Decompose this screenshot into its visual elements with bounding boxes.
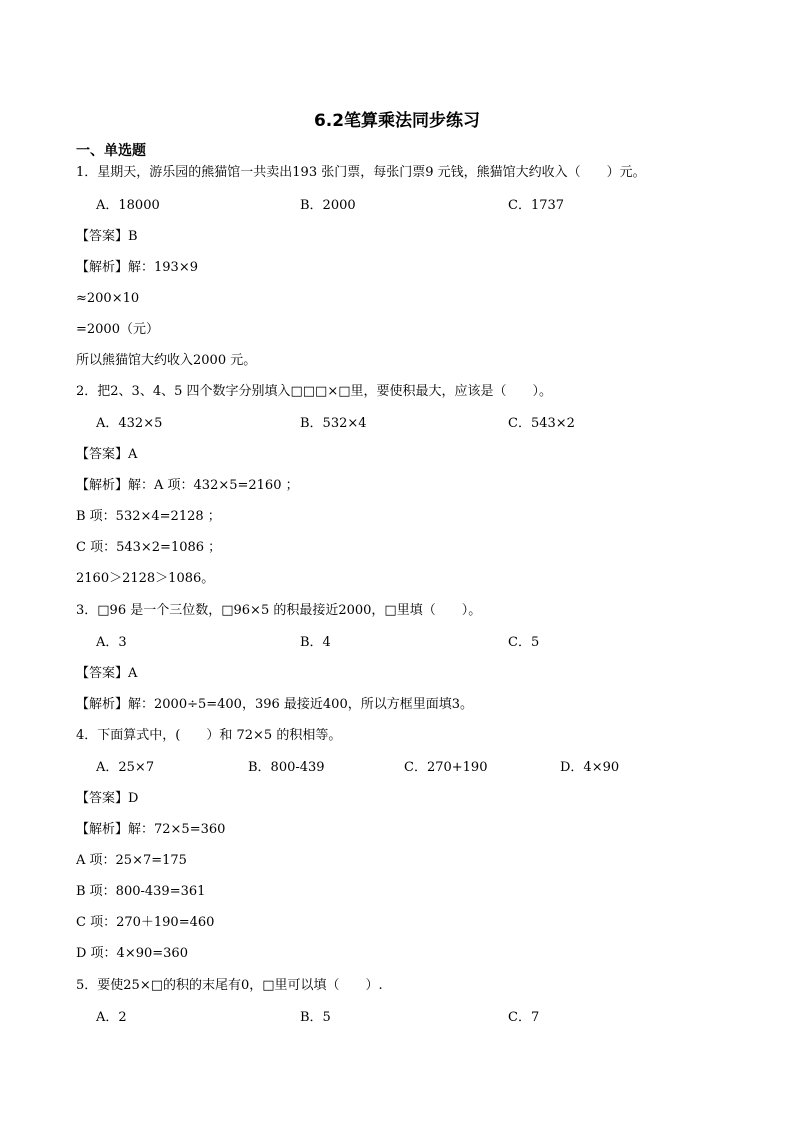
question-2-option-c: C．543×2 <box>508 416 575 431</box>
question-3-stem: 3．□96 是一个三位数，□96×5 的积最接近2000，□里填（ ）。 <box>76 603 482 618</box>
question-5-option-a: A．2 <box>96 1010 127 1025</box>
question-2-analysis-line: 2160＞2128＞1086。 <box>76 571 215 586</box>
question-5-stem: 5．要使25×□的积的末尾有0，□里可以填（ ）. <box>76 978 383 993</box>
question-2-option-a: A．432×5 <box>96 416 163 431</box>
question-4-option-d: D．4×90 <box>560 760 620 775</box>
question-2-analysis-line: B 项：532×4=2128 ； <box>76 509 221 524</box>
question-3-option-b: B．4 <box>300 635 331 650</box>
question-1-analysis-line: 所以熊猫馆大约收入2000 元。 <box>76 353 257 368</box>
question-4-analysis-line: A 项：25×7=175 <box>76 853 187 868</box>
question-4-option-c: C．270+190 <box>404 760 488 775</box>
question-1-answer: 【答案】B <box>76 229 138 244</box>
question-1-analysis-line: ≈200×10 <box>76 291 140 306</box>
question-1-analysis-line: =2000（元） <box>76 322 159 337</box>
question-2-option-b: B．532×4 <box>300 416 367 431</box>
question-3-answer: 【答案】A <box>76 666 138 681</box>
question-1-stem: 1．星期天，游乐园的熊猫馆一共卖出193 张门票，每张门票9 元钱，熊猫馆大约收入（ ）元。 <box>76 165 646 180</box>
question-2-analysis-line: 【解析】解：A 项：432×5=2160 ； <box>76 478 299 493</box>
question-4-stem: 4．下面算式中，( ）和 72×5 的积相等。 <box>76 728 342 743</box>
question-1-option-a: A．18000 <box>96 198 160 213</box>
question-3-option-a: A．3 <box>96 635 127 650</box>
question-2-analysis-line: C 项：543×2=1086 ； <box>76 540 222 555</box>
question-2-stem: 2．把2、3、4、5 四个数字分别填入□□□×□里，要使积最大，应该是（ ）。 <box>76 384 553 399</box>
question-3-option-c: C．5 <box>508 635 540 650</box>
question-1-option-c: C．1737 <box>508 198 565 213</box>
question-4-analysis-line: B 项：800-439=361 <box>76 884 206 899</box>
page-title: 6.2笔算乘法同步练习 <box>313 111 481 131</box>
question-3-analysis-line: 【解析】解：2000÷5=400，396 最接近400，所以方框里面填3。 <box>76 697 473 712</box>
question-4-analysis-line: D 项：4×90=360 <box>76 946 188 961</box>
question-1-analysis-line: 【解析】解：193×9 <box>76 260 198 275</box>
question-5-option-b: B．5 <box>300 1010 331 1025</box>
question-1-option-b: B．2000 <box>300 198 356 213</box>
question-4-option-a: A．25×7 <box>96 760 155 775</box>
question-4-option-b: B．800-439 <box>248 760 325 775</box>
section-heading: 一、单选题 <box>76 143 146 159</box>
question-4-analysis-line: 【解析】解：72×5=360 <box>76 822 226 837</box>
question-4-analysis-line: C 项：270＋190=460 <box>76 915 215 930</box>
question-5-option-c: C．7 <box>508 1010 540 1025</box>
question-2-answer: 【答案】A <box>76 447 138 462</box>
question-4-answer: 【答案】D <box>76 791 139 806</box>
